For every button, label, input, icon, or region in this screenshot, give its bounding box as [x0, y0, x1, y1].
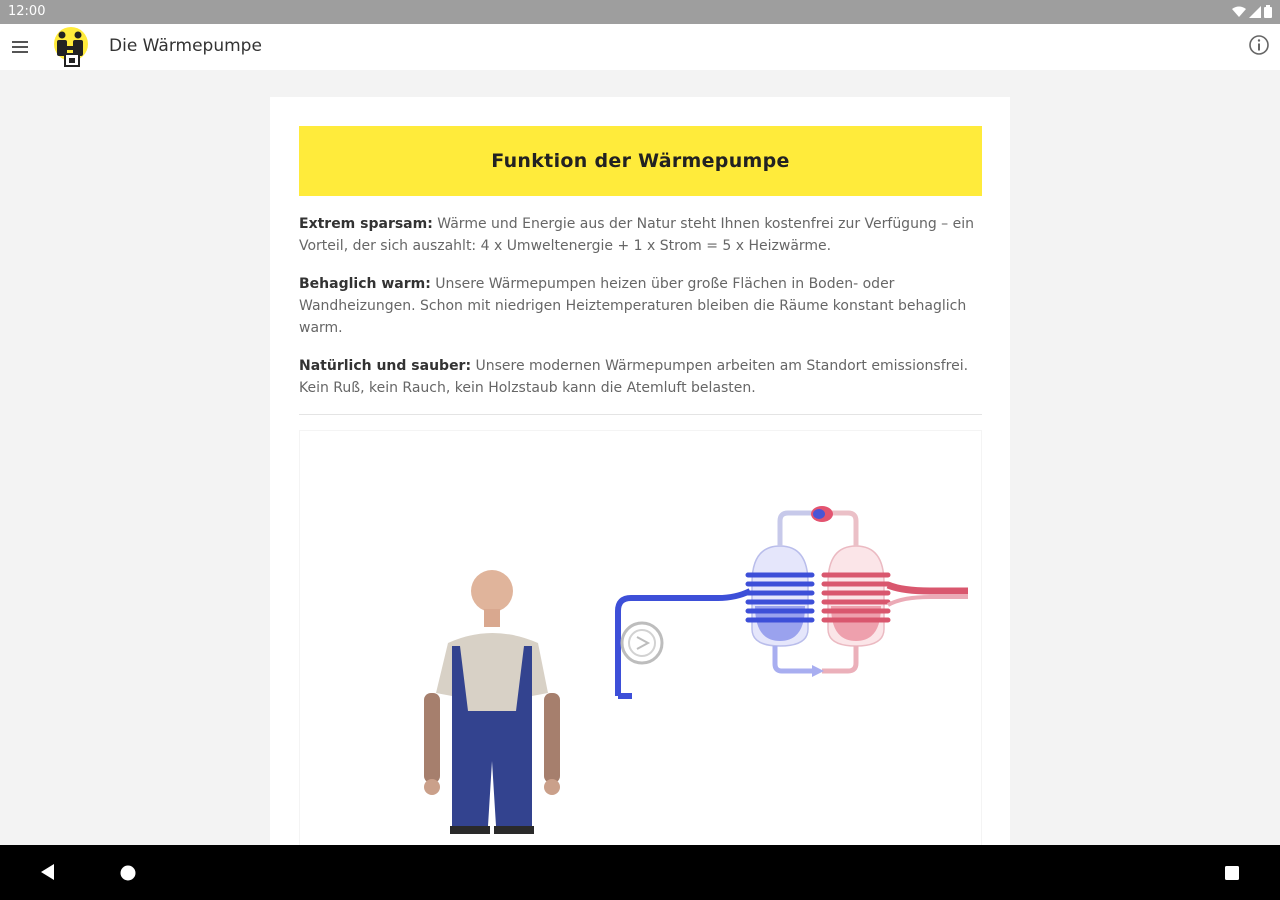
recents-icon[interactable] — [1224, 865, 1240, 881]
app-title: Die Wärmepumpe — [109, 36, 262, 56]
signal-icon — [1249, 6, 1261, 18]
battery-icon — [1264, 5, 1272, 18]
paragraph-lead: Behaglich warm: — [299, 276, 431, 292]
paragraph-text: Wärme und Energie aus der Natur steht Ihnen kostenfrei zur Verfügung – ein Vorteil, der sich auszahlt: 4 x Umweltenergie + 1 x Strom = 5 x Heizwärme. — [299, 216, 974, 254]
paragraph-text: Unsere modernen Wärmepumpen arbeiten am Standort emissionsfrei. Kein Ruß, kein Rauch, kein Holzstaub kann die Atemluft belasten. — [299, 358, 969, 396]
menu-icon[interactable] — [12, 38, 32, 56]
section-heading: Funktion der Wärmepumpe — [491, 150, 790, 172]
back-icon[interactable] — [39, 863, 55, 881]
paragraph-warm — [299, 273, 982, 339]
presenter-figure — [424, 570, 560, 834]
app-logo-icon — [48, 26, 94, 68]
wifi-icon — [1232, 6, 1246, 18]
status-time: 12:00 — [8, 4, 46, 19]
video-player[interactable] — [299, 430, 982, 845]
heading-banner — [299, 126, 982, 196]
status-bar — [0, 0, 1280, 24]
heat-pump-diagram — [618, 506, 968, 696]
paragraph-sauber — [299, 355, 982, 399]
content-card — [270, 97, 1010, 845]
system-navigation-bar — [0, 845, 1280, 900]
paragraph-lead: Extrem sparsam: — [299, 216, 433, 232]
paragraph-lead: Natürlich und sauber: — [299, 358, 472, 374]
info-icon[interactable] — [1248, 34, 1270, 56]
divider — [299, 414, 982, 415]
app-bar — [0, 24, 1280, 70]
paragraph-sparsam — [299, 213, 982, 257]
paragraph-text: Unsere Wärmepumpen heizen über große Flächen in Boden- oder Wandheizungen. Schon mit niedrigen Heiztemperaturen bleiben die Räume konstant behaglich warm. — [299, 276, 967, 336]
system-icons — [1232, 5, 1272, 18]
heat-pump-animation — [300, 431, 983, 845]
home-icon[interactable] — [119, 864, 137, 882]
